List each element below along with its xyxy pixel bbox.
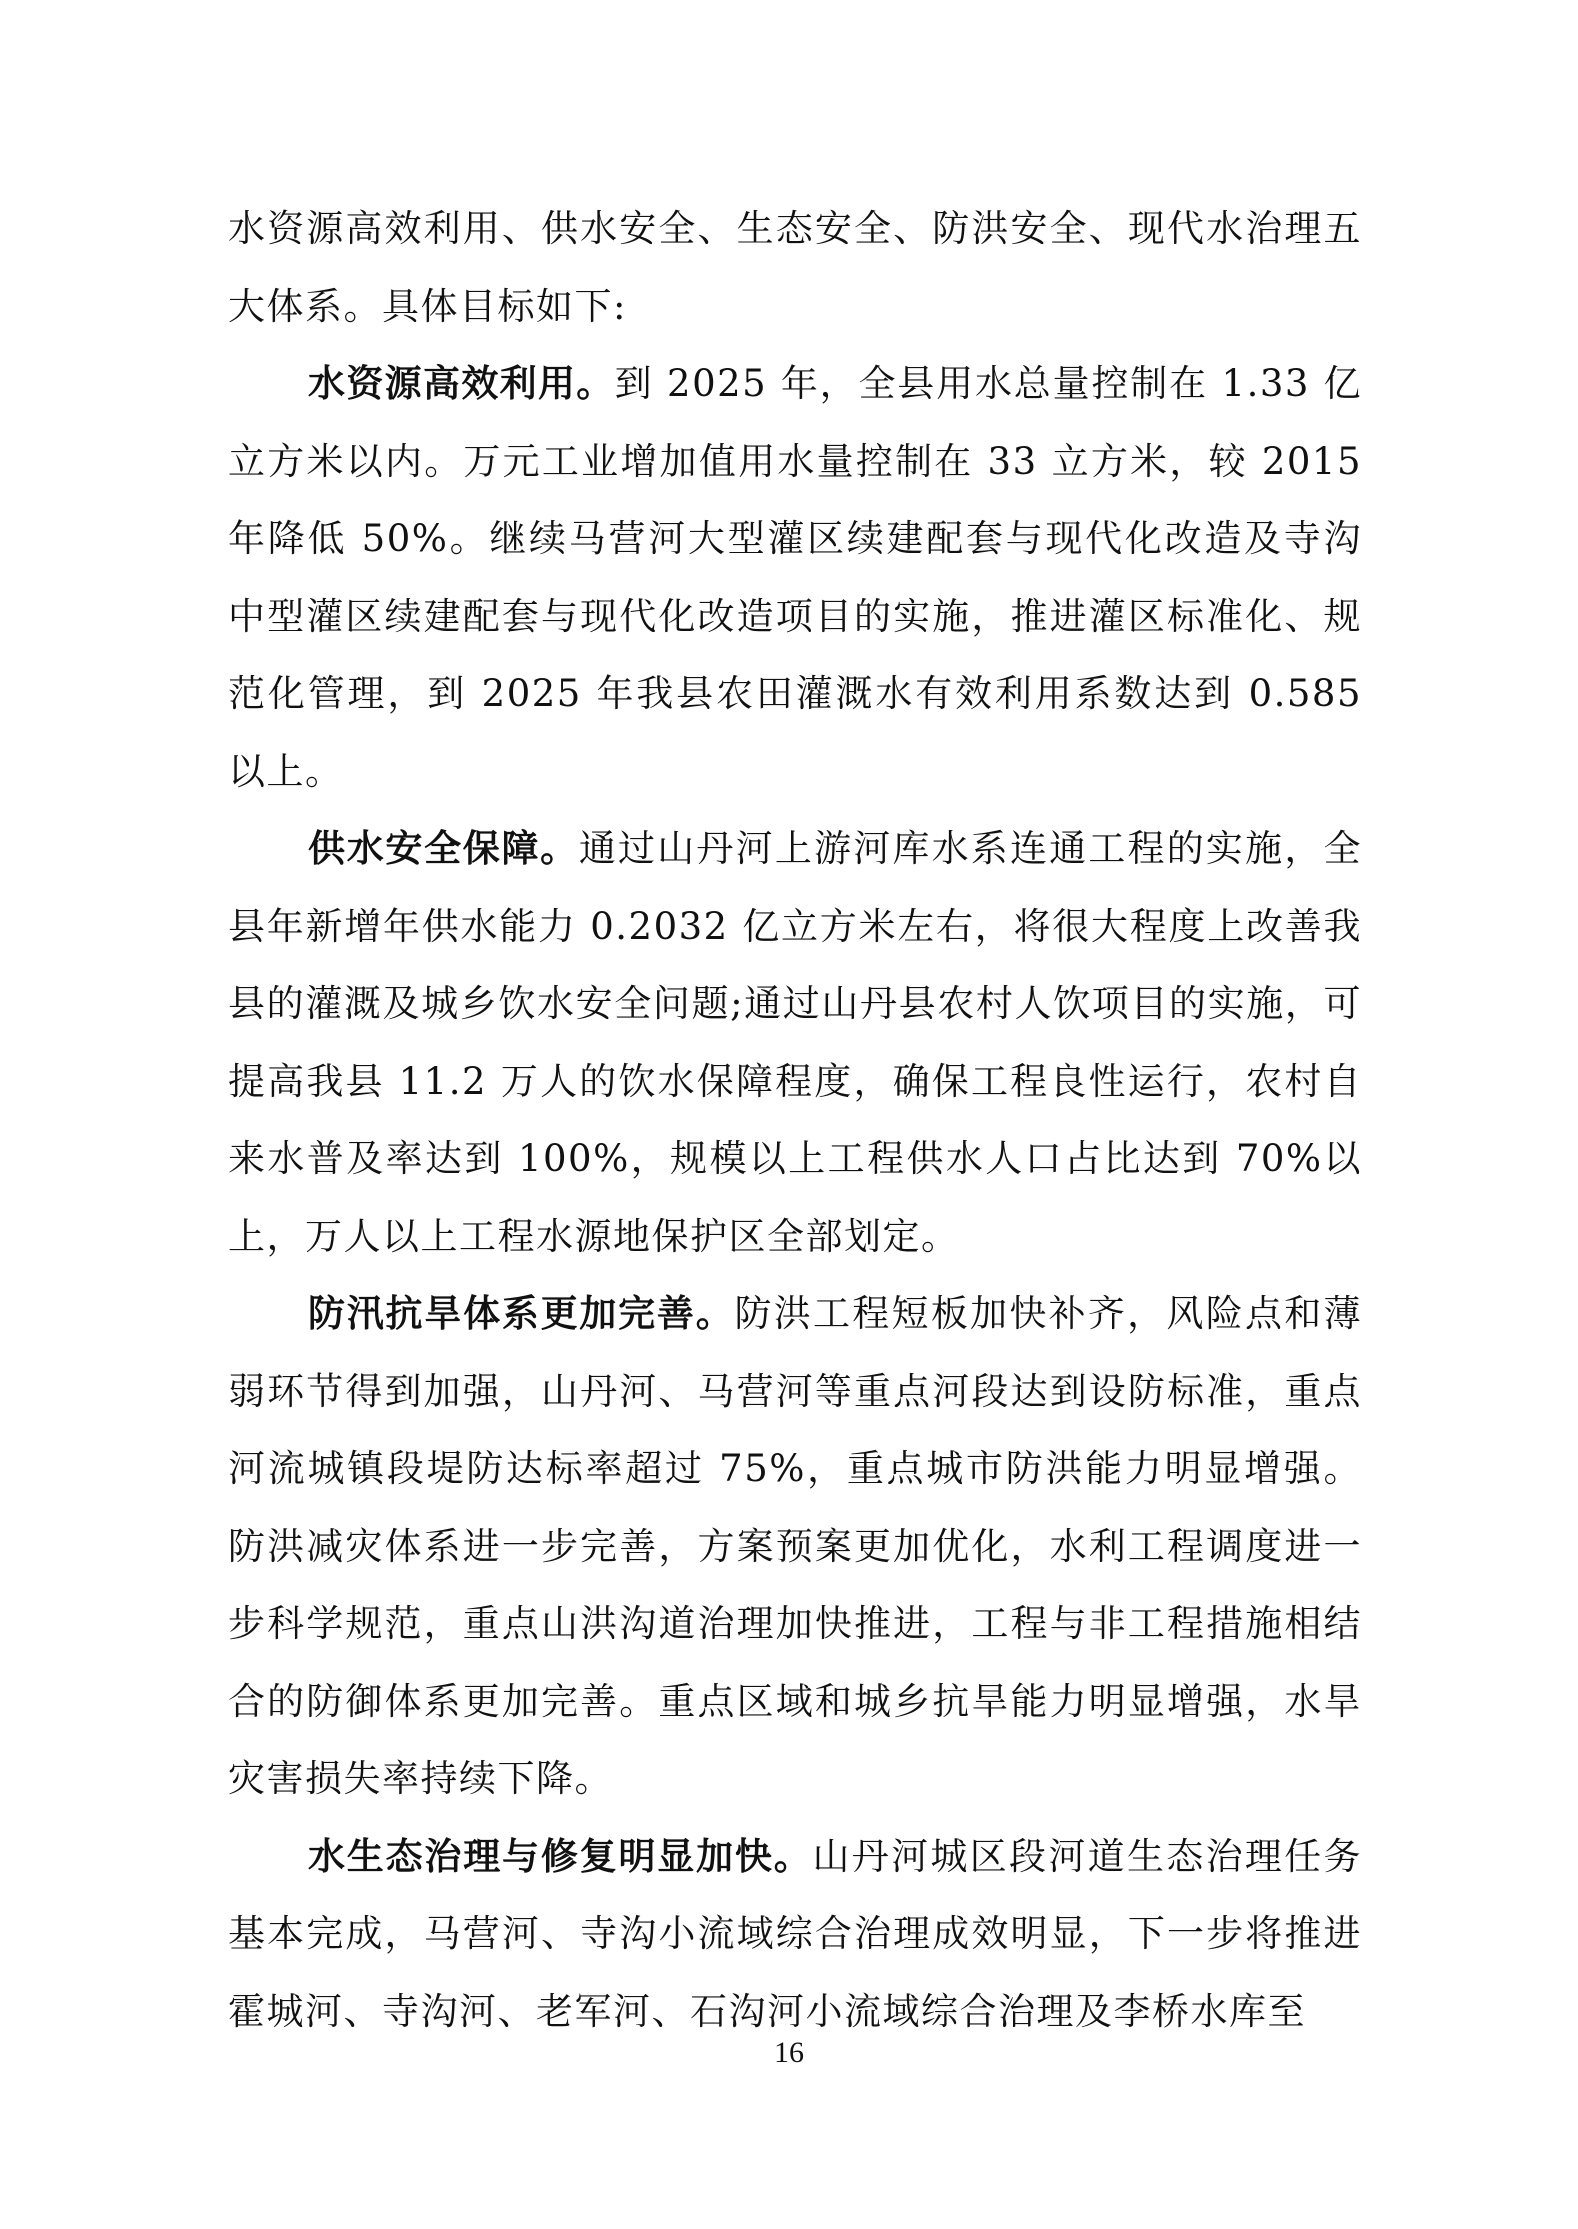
- paragraph-water-supply-security: [228, 810, 1362, 1275]
- paragraph-text: 防洪工程短板加快补齐，风险点和薄弱环节得到加强，山丹河、马营河等重点河段达到设防标准，重点河流城镇段堤防达标率超过 75%，重点城市防洪能力明显增强。防洪减灾体系进一步完善，方案预案更加优化，水利工程调度进一步科学规范，重点山洪沟道治理加快推进，工程与非工程措施相结合的防御体系更加完善。重点区域和城乡抗旱能力明显增强，水旱灾害损失率持续下降。: [228, 1292, 1363, 1800]
- document-body: [228, 190, 1362, 2050]
- paragraph-water-resource-efficiency: [228, 345, 1362, 810]
- paragraph-text: 山丹河城区段河道生态治理任务基本完成，马营河、寺沟小流域综合治理成效明显，下一步将推进霍城河、寺沟河、老军河、石沟河小流域综合治理及李桥水库至: [228, 1834, 1362, 2033]
- paragraph-heading: 水生态治理与修复明显加快。: [308, 1834, 813, 1878]
- paragraph-flood-drought-control: [228, 1275, 1362, 1818]
- page-number: 16: [774, 2036, 804, 2069]
- paragraph-text: 水资源高效利用、供水安全、生态安全、防洪安全、现代水治理五大体系。具体目标如下:: [228, 207, 1362, 328]
- paragraph-heading: 防汛抗旱体系更加完善。: [308, 1292, 735, 1335]
- paragraph-text: 到 2025 年，全县用水总量控制在 1.33 亿立方米以内。万元工业增加值用水量控制在 33 立方米，较 2015 年降低 50%。继续马营河大型灌区续建配套与现代化改造及寺沟中型灌区续建配套与现代化改造项目的实施，推进灌区标准化、规范化管理，到 2025 年我县农田灌溉水有效利用系数达到 0.585 以上。: [228, 362, 1363, 793]
- paragraph-ecological-restoration: [228, 1818, 1362, 2051]
- paragraph-intro: [228, 190, 1362, 345]
- paragraph-heading: 供水安全保障。: [308, 827, 579, 870]
- paragraph-text: 通过山丹河上游河库水系连通工程的实施，全县年新增年供水能力 0.2032 亿立方米左右，将很大程度上改善我县的灌溉及城乡饮水安全问题;通过山丹县农村人饮项目的实施，可提高我县 11.2 万人的饮水保障程度，确保工程良性运行，农村自来水普及率达到 100%，规模以上工程供水人口占比达到 70%以上，万人以上工程水源地保护区全部划定。: [228, 827, 1363, 1258]
- paragraph-heading: 水资源高效利用。: [308, 362, 615, 405]
